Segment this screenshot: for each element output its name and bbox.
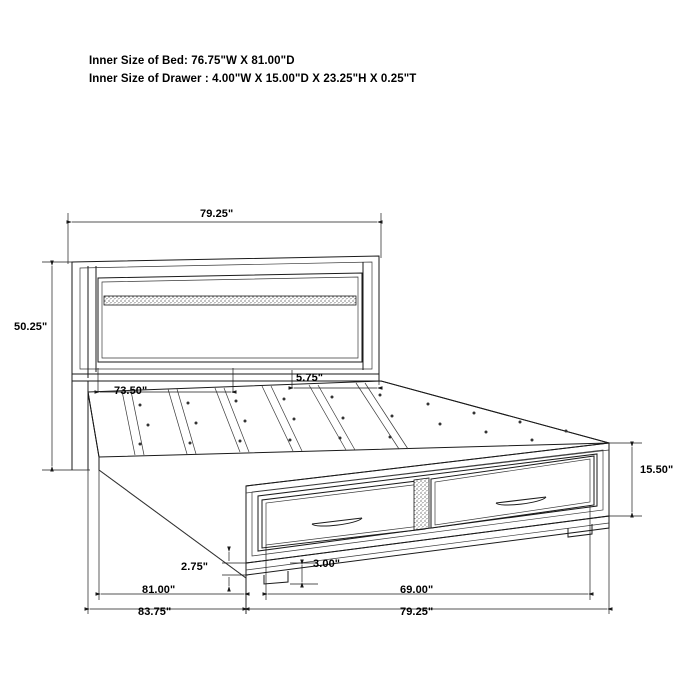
dim-footboard-height: 15.50": [640, 464, 674, 476]
dim-overall-depth: 83.75": [138, 606, 172, 618]
dim-overall-height: 50.25": [14, 321, 48, 333]
dim-drawer-span: 69.00": [400, 584, 434, 596]
dim-headboard-inner-width: 73.50": [114, 385, 148, 397]
dim-drawer-clearance: 3.00": [313, 558, 341, 570]
dim-footboard-width: 79.25": [400, 606, 434, 618]
spec-line-bed: Inner Size of Bed: 76.75"W X 81.00"D: [89, 55, 295, 67]
dim-side-rail-length: 81.00": [142, 584, 176, 596]
dim-headboard-offset: 5.75": [296, 372, 324, 384]
dim-headboard-width: 79.25": [200, 208, 234, 220]
dim-footboard-base: 2.75": [181, 561, 209, 573]
spec-line-drawer: Inner Size of Drawer : 4.00"W X 15.00"D X 23.25"H X 0.25"T: [89, 73, 417, 85]
